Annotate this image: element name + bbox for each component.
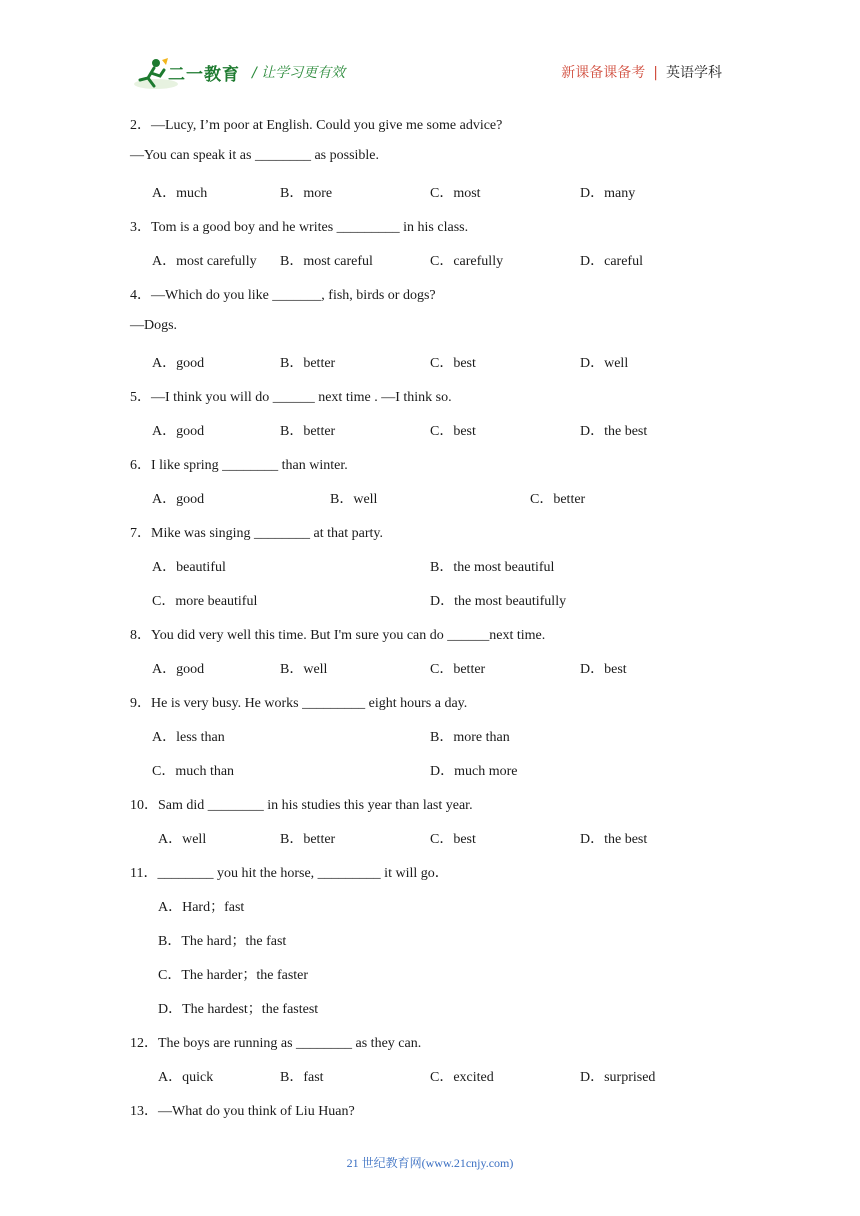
option: A．much xyxy=(152,186,208,201)
option: C．much than xyxy=(152,764,235,779)
option: B．fast xyxy=(280,1070,324,1085)
option: C．best xyxy=(430,832,476,847)
question-stem: 13．—What do you think of Liu Huan? xyxy=(130,1104,355,1119)
option: B．more than xyxy=(430,730,510,745)
option: B．more xyxy=(280,186,333,201)
question-stem: 8．You did very well this time. But I'm sure you can do ______next time. xyxy=(130,628,546,643)
option: C．better xyxy=(430,662,486,677)
option: B．The hard；the fast xyxy=(158,934,287,949)
question-stem: 3．Tom is a good boy and he writes _________ in his class. xyxy=(130,220,469,235)
option: B．the most beautiful xyxy=(430,560,555,575)
option: D．surprised xyxy=(580,1070,656,1085)
option: D．The hardest；the fastest xyxy=(158,1002,319,1017)
option: C．more beautiful xyxy=(152,594,258,609)
option: D．well xyxy=(580,356,629,371)
footer-link[interactable]: 21 世纪教育网(www.21cnjy.com) xyxy=(346,1156,514,1170)
option: B．most careful xyxy=(280,254,373,269)
option: A．less than xyxy=(152,730,225,745)
option: C．better xyxy=(530,492,586,507)
question-dialogue: —Dogs. xyxy=(130,318,178,333)
option: B．better xyxy=(280,832,336,847)
option: D．best xyxy=(580,662,627,677)
option: A．Hard；fast xyxy=(158,900,245,915)
option: A．quick xyxy=(158,1070,214,1085)
slogan: / 让学习更有效 xyxy=(252,65,346,81)
option: D．careful xyxy=(580,254,643,269)
option: D．the best xyxy=(580,832,648,847)
question-stem: 9．He is very busy. He works _________ eight hours a day. xyxy=(130,696,468,711)
option: A．good xyxy=(152,356,205,371)
question-stem: 7．Mike was singing ________ at that party. xyxy=(130,526,384,541)
option: C．The harder；the faster xyxy=(158,968,309,983)
logo-text: 二一教育 xyxy=(168,65,240,85)
option: B．better xyxy=(280,356,336,371)
option: C．best xyxy=(430,424,476,439)
question-stem: 6．I like spring ________ than winter. xyxy=(130,458,348,473)
option: B．better xyxy=(280,424,336,439)
option: C．most xyxy=(430,186,481,201)
option: A．most carefully xyxy=(152,254,257,269)
question-stem: 5．—I think you will do ______ next time . —I think so. xyxy=(130,390,452,405)
option: B．well xyxy=(280,662,328,677)
option: D．much more xyxy=(430,764,518,779)
question-dialogue: —You can speak it as ________ as possible. xyxy=(130,148,380,163)
option: D．many xyxy=(580,186,636,201)
option: C．carefully xyxy=(430,254,504,269)
question-stem: 12．The boys are running as ________ as they can. xyxy=(130,1036,422,1051)
option: D．the most beautifully xyxy=(430,594,567,609)
question-stem: 10．Sam did ________ in his studies this year than last year. xyxy=(130,798,473,813)
option: A．beautiful xyxy=(152,560,226,575)
option: A．well xyxy=(158,832,207,847)
question-stem: 2．—Lucy, I’m poor at English. Could you give me some advice? xyxy=(130,118,503,133)
header-right xyxy=(561,62,722,82)
option: C．excited xyxy=(430,1070,494,1085)
page-header xyxy=(0,0,860,100)
option: A．good xyxy=(152,662,205,677)
option: A．good xyxy=(152,492,205,507)
option: D．the best xyxy=(580,424,648,439)
subject-label: 英语学科 xyxy=(666,65,722,81)
question-stem: 11．________ you hit the horse, _________ it will go． xyxy=(130,866,449,881)
header-separator: | xyxy=(653,65,658,81)
option: C．best xyxy=(430,356,476,371)
question-stem: 4．—Which do you like _______, fish, birds or dogs? xyxy=(130,288,436,303)
option: A．good xyxy=(152,424,205,439)
option: B．well xyxy=(330,492,378,507)
exam-label: 新课备课备考 xyxy=(561,65,646,81)
